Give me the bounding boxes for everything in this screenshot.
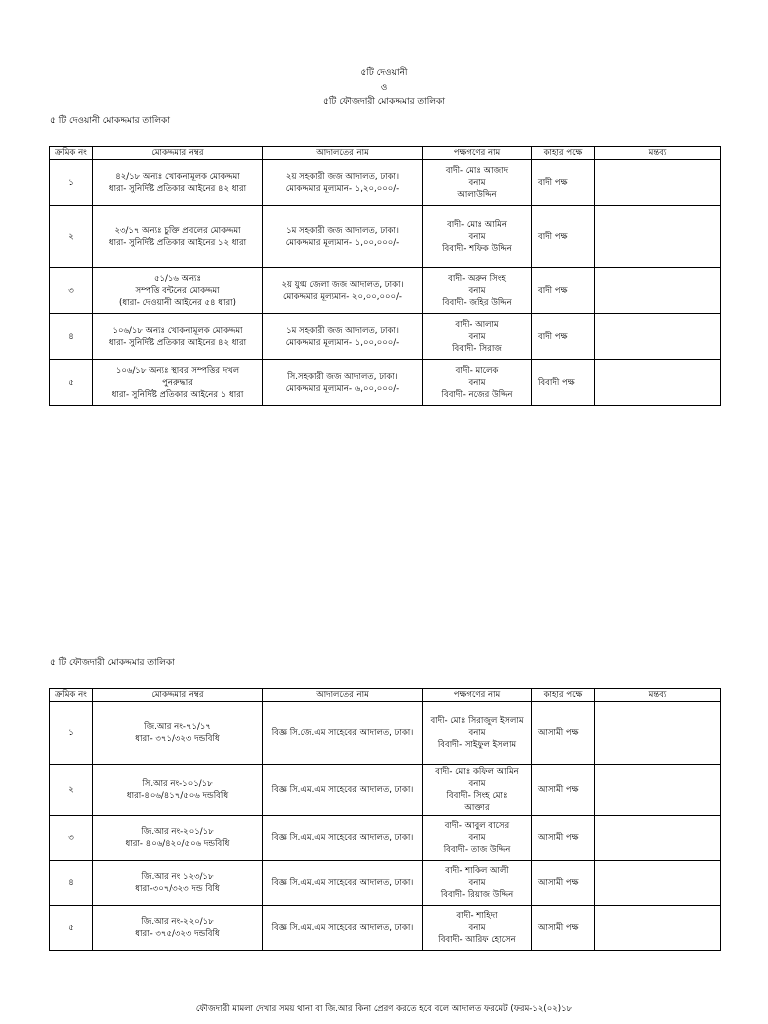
case-number-cell-line: পুনরুদ্ধার	[162, 377, 193, 388]
case-number-cell-line: জি.আর নং-৭১/১৭	[144, 722, 211, 732]
side-cell: আসামী পক্ষ	[532, 906, 595, 951]
header-line-1: ৫টি দেওয়ানী	[360, 68, 408, 78]
court-cell	[263, 206, 423, 268]
parties-cell-line: বনাম	[468, 833, 486, 843]
serial-cell: ৫	[50, 360, 93, 406]
criminal-header-case-number: মোকদ্দমার নম্বর	[93, 689, 263, 702]
table-row	[50, 360, 721, 406]
case-number-cell-line: জি.আর নং ১২৩/১৮	[141, 872, 214, 882]
case-number-cell-line: ধারা- ৩৭১/৩২৩ দন্ডবিধি	[135, 734, 220, 744]
case-number-cell	[93, 816, 263, 861]
case-number-cell-line: ধারা- সুনির্দিষ্ট প্রতিকার আইনের ৪২ ধারা	[108, 183, 247, 194]
parties-cell-line: বনাম	[468, 377, 486, 388]
case-number-cell-line: ধারা- ৩৭৫/৩২৩ দন্ডবিধি	[135, 929, 220, 939]
civil-section-title: ৫ টি দেওয়ানী মোকদ্দমার তালিকা	[50, 116, 170, 126]
case-number-cell-line: ধারা-৪০৬/৪১৭/৫০৬ দন্ডবিধি	[126, 791, 229, 801]
parties-cell-line: বাদী- আবুল বাসের	[444, 821, 510, 831]
civil-header-court: আদালতের নাম	[263, 147, 423, 160]
parties-cell-line: বাদী- মোঃ কফিল আমিন	[435, 767, 519, 777]
serial-cell: ৩	[50, 816, 93, 861]
court-cell	[263, 765, 423, 816]
case-number-cell	[93, 206, 263, 268]
case-number-cell	[93, 861, 263, 906]
court-cell	[263, 861, 423, 906]
case-number-cell	[93, 268, 263, 314]
criminal-header-serial: ক্রমিক নং	[50, 689, 93, 702]
remarks-cell	[595, 360, 721, 406]
parties-cell-line: বনাম	[468, 331, 486, 342]
table-row	[50, 206, 721, 268]
court-cell-line: মোকদ্দমার মূল্যমান- ৬,০০,০০০/-	[285, 383, 400, 394]
parties-cell	[423, 160, 532, 206]
court-cell-line: বিজ্ঞ সি.এম.এম সাহেবের আদালত, ঢাকা।	[271, 923, 414, 933]
parties-cell	[423, 816, 532, 861]
parties-cell-line: বিবাদী- শফিক উদ্দিন	[442, 243, 512, 254]
parties-cell-line: বিবাদী- সিংহ মোঃ	[446, 791, 508, 801]
side-cell: আসামী পক্ষ	[532, 861, 595, 906]
remarks-cell	[595, 702, 721, 765]
remarks-cell	[595, 268, 721, 314]
court-cell-line: ২য় যুগ্ম জেলা জজ আদালত, ঢাকা।	[281, 279, 404, 290]
criminal-header-side: কাহার পক্ষে	[532, 689, 595, 702]
case-number-cell-line: ২৩/১৭ অন্যঃ চুক্তি প্রবলের মোকদ্দমা	[114, 225, 241, 236]
side-cell: বাদী পক্ষ	[532, 268, 595, 314]
parties-cell	[423, 765, 532, 816]
court-cell	[263, 906, 423, 951]
case-number-cell-line: (ধারা- দেওয়ানী আইনের ৫৪ ধারা)	[119, 297, 236, 308]
parties-cell-line: বনাম	[468, 923, 486, 933]
court-cell-line: মোকদ্দমার মূল্যমান- ২০,০০,০০০/-	[283, 291, 402, 302]
parties-cell-line: বনাম	[468, 779, 486, 789]
case-number-cell-line: ৪২/১৮ অন্যঃ খোকনামূলক মোকদ্দমা	[115, 171, 240, 182]
case-number-cell-line: ধারা- সুনির্দিষ্ট প্রতিকার আইনের ১২ ধারা	[108, 237, 247, 248]
side-cell: বিবাদী পক্ষ	[532, 360, 595, 406]
serial-cell: ২	[50, 765, 93, 816]
case-number-cell-line: সম্পত্তি বন্টনের মোকদ্দমা	[135, 285, 220, 296]
case-number-cell-line: ১০৬/১৮ অন্যঃ খোকনামূলক মোকদ্দমা	[112, 325, 243, 336]
court-cell-line: বিজ্ঞ সি.এম.এম সাহেবের আদালত, ঢাকা।	[271, 785, 414, 795]
civil-header-side: কাহার পক্ষে	[532, 147, 595, 160]
criminal-section-title: ৫ টি ফৌজদারী মোকদ্দমার তালিকা	[50, 658, 175, 668]
parties-cell-line: আলাউদ্দিন	[457, 189, 497, 200]
table-row	[50, 861, 721, 906]
parties-cell-line: বনাম	[468, 285, 486, 296]
serial-cell: ১	[50, 160, 93, 206]
court-cell-line: মোকদ্দমার মূল্যমান- ১,০০,০০০/-	[285, 237, 400, 248]
criminal-cases-table	[49, 688, 721, 951]
parties-cell-line: বিবাদী- সাইফুল ইসলাম	[437, 740, 517, 750]
serial-cell: ৩	[50, 268, 93, 314]
case-number-cell	[93, 314, 263, 360]
case-number-cell-line: সি.আর নং-১০১/১৮	[142, 779, 213, 789]
parties-cell	[423, 360, 532, 406]
parties-cell-line: বাদী- অরুন সিংহ	[448, 273, 506, 284]
court-cell-line: ২য় সহকারী জজ আদালত, ঢাকা।	[285, 171, 400, 182]
side-cell: আসামী পক্ষ	[532, 702, 595, 765]
parties-cell	[423, 268, 532, 314]
case-number-cell-line: ৫১/১৬ অন্যঃ	[153, 273, 202, 284]
parties-cell-line: বাদী- মোঃ আমিন	[447, 219, 507, 230]
case-number-cell-line: ধারা- সুনির্দিষ্ট প্রতিকার আইনের ৪২ ধারা	[108, 337, 247, 348]
court-cell	[263, 702, 423, 765]
parties-cell	[423, 906, 532, 951]
table-row	[50, 160, 721, 206]
parties-cell	[423, 314, 532, 360]
court-cell	[263, 160, 423, 206]
side-cell: বাদী পক্ষ	[532, 160, 595, 206]
serial-cell: ৫	[50, 906, 93, 951]
parties-cell-line: বাদী- শাকিল আলী	[445, 866, 509, 876]
court-cell	[263, 314, 423, 360]
parties-cell-line: বাদী- মোঃ সিরাজুল ইসলাম	[430, 716, 524, 726]
civil-header-case-number: মোকদ্দমার নম্বর	[93, 147, 263, 160]
parties-cell	[423, 206, 532, 268]
case-number-cell-line: জি.আর নং-২২০/১৮	[141, 917, 214, 927]
table-row	[50, 906, 721, 951]
parties-cell	[423, 861, 532, 906]
parties-cell-line: বাদী- শাহিদা	[456, 911, 498, 921]
remarks-cell	[595, 206, 721, 268]
court-cell	[263, 268, 423, 314]
remarks-cell	[595, 160, 721, 206]
parties-cell-line: বিবাদী- নজের উদ্দিন	[441, 389, 513, 400]
table-row	[50, 268, 721, 314]
table-row	[50, 765, 721, 816]
civil-header-serial: ক্রমিক নং	[50, 147, 93, 160]
serial-cell: ১	[50, 702, 93, 765]
case-number-cell-line: ধারা- সুনির্দিষ্ট প্রতিকার আইনের ১ ধারা	[111, 389, 244, 400]
case-number-cell-line: ধারা- ৪০৬/৪২০/৫০৬ দন্ডবিধি	[125, 839, 230, 849]
parties-cell-line: বনাম	[468, 728, 486, 738]
serial-cell: ২	[50, 206, 93, 268]
criminal-header-court: আদালতের নাম	[263, 689, 423, 702]
remarks-cell	[595, 861, 721, 906]
side-cell: বাদী পক্ষ	[532, 314, 595, 360]
case-number-cell	[93, 160, 263, 206]
parties-cell-line: বনাম	[468, 231, 486, 242]
table-row	[50, 702, 721, 765]
footer-note	[0, 1003, 768, 1015]
remarks-cell	[595, 314, 721, 360]
case-number-cell	[93, 360, 263, 406]
court-cell	[263, 360, 423, 406]
court-cell-line: বিজ্ঞ সি.এম.এম সাহেবের আদালত, ঢাকা।	[271, 833, 414, 843]
court-cell-line: ১ম সহকারী জজ আদালত, ঢাকা।	[286, 325, 399, 336]
case-number-cell-line: জি.আর নং-২০১/১৮	[141, 827, 214, 837]
case-number-cell	[93, 702, 263, 765]
remarks-cell	[595, 765, 721, 816]
court-cell-line: বিজ্ঞ সি.এম.এম সাহেবের আদালত, ঢাকা।	[271, 878, 414, 888]
side-cell: বাদী পক্ষ	[532, 206, 595, 268]
parties-cell-line: বিবাদী- রিয়াজ উদ্দিন	[440, 890, 514, 900]
parties-cell-line: বিবাদী- আরিফ হোসেন	[438, 935, 516, 945]
remarks-cell	[595, 906, 721, 951]
court-cell-line: বিজ্ঞ সি.জে.এম সাহেবের আদালত, ঢাকা।	[271, 728, 414, 738]
civil-table-header-row	[50, 147, 721, 160]
court-cell-line: ১ম সহকারী জজ আদালত, ঢাকা।	[286, 225, 399, 236]
serial-cell: ৪	[50, 861, 93, 906]
serial-cell: ৪	[50, 314, 93, 360]
court-cell	[263, 816, 423, 861]
table-row	[50, 314, 721, 360]
court-cell-line: সি.সহকারী জজ আদালত, ঢাকা।	[287, 371, 398, 382]
parties-cell-line: বাদী- আলাম	[455, 319, 499, 330]
case-number-cell-line: ১০৬/১৮ অন্যঃ স্থাবর সম্পত্তির দখল	[115, 365, 240, 376]
footer-line-1: ফৌজদারী মামলা দেখার সময় থানা বা জি.আর কিনা প্রেরণ করতে হবে বলে আদালত ফরমেট (ফরম-১২(০২)১৮	[195, 1004, 573, 1014]
case-number-cell	[93, 765, 263, 816]
header-line-3: ৫টি ফৌজদারী মোকদ্দমার তালিকা	[323, 97, 445, 107]
table-row	[50, 816, 721, 861]
side-cell: আসামী পক্ষ	[532, 816, 595, 861]
parties-cell-line: বনাম	[468, 177, 486, 188]
parties-cell-line: বনাম	[468, 878, 486, 888]
criminal-header-parties: পক্ষগণের নাম	[423, 689, 532, 702]
header-line-2: ও	[380, 83, 388, 93]
case-number-cell	[93, 906, 263, 951]
parties-cell-line: আক্তার	[464, 803, 490, 813]
case-number-cell-line: ধারা-৩০৭/৩২৩ দন্ড বিধি	[135, 884, 220, 894]
parties-cell-line: বাদী- মোঃ আজাদ	[445, 165, 509, 176]
remarks-cell	[595, 816, 721, 861]
criminal-header-remarks: মন্তব্য	[595, 689, 721, 702]
parties-cell	[423, 702, 532, 765]
side-cell: আসামী পক্ষ	[532, 765, 595, 816]
court-cell-line: মোকদ্দমার মূল্যমান- ১,০০,০০০/-	[285, 337, 400, 348]
criminal-table-header-row	[50, 689, 721, 702]
parties-cell-line: বিবাদী- জহির উদ্দিন	[442, 297, 512, 308]
parties-cell-line: বিবাদী- তাজ উদ্দিন	[443, 845, 511, 855]
civil-header-parties: পক্ষগণের নাম	[423, 147, 532, 160]
civil-cases-table	[49, 146, 721, 406]
parties-cell-line: বাদী- মালেক	[455, 365, 499, 376]
parties-cell-line: বিবাদী- সিরাজ	[452, 343, 502, 354]
civil-header-remarks: মন্তব্য	[595, 147, 721, 160]
court-cell-line: মোকদ্দমার মূল্যমান- ১,২০,০০০/-	[285, 183, 400, 194]
